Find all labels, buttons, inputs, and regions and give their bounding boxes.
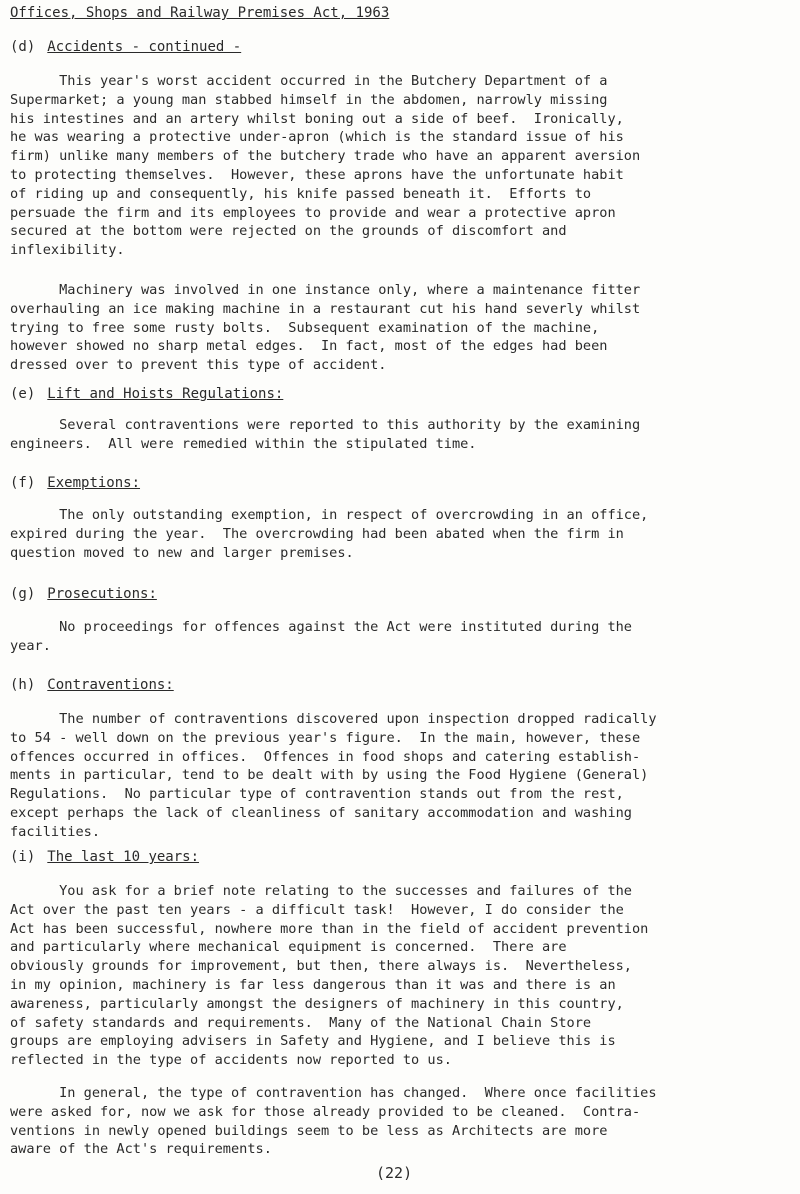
paragraph-in-general: In general, the type of contravention has changed. Where once facilities were asked for, now we ask for those already provided to be cleaned. Contra- ventions in newly opened buildings seem to be less as Architects are more aware of the Act's requirements. — [10, 1085, 657, 1158]
section-label: (h) — [10, 677, 36, 693]
paragraph-contraventions: The number of contraventions discovered upon inspection dropped radically to 54 - well down on the previous year's figure. In the main, however, these offences occurred in offices. Offences in food shops and catering establish- ments in particular, tend to be dealt with by using the Food Hygiene (General) Regulations. No particular type of contravention stands out from the rest, except perhaps the lack of cleanliness of sanitary accommodation and washing facilities. — [10, 711, 657, 840]
section-title: The last 10 years: — [47, 849, 200, 865]
section-label: (f) — [10, 475, 36, 491]
section-heading-d — [10, 38, 241, 57]
paragraph-accident-butchery: This year's worst accident occurred in the Butchery Department of a Supermarket; a young man stabbed himself in the abdomen, narrowly missing his intestines and an artery whilst boning out a side of beef. Ironically, he was wearing a protective under-apron (which is the standard issue of his firm) unlike many members of the butchery trade who have an apparent aversion to protecting themselves. However, these aprons have the unfortunate habit of riding up and consequently, his knife passed beneath it. Efforts to persuade the firm and its employees to provide and wear a protective apron secured at the bottom were rejected on the grounds of discomfort and inflexibility. — [10, 73, 641, 259]
page-number: (22) — [376, 1164, 413, 1182]
paragraph-last-ten-years: You ask for a brief note relating to the successes and failures of the Act over the past ten years - a difficult task! However, I do consider the Act has been successful, nowhere more than in the field of accident prevention and particularly where mechanical equipment is concerned. There are obviously grounds for improvement, but then, there always is. Nevertheless, in my opinion, machinery is far less dangerous than it was and there is an awareness, particularly amongst the designers of machinery in this country, of safety standards and requirements. Many of the National Chain Store groups are employing advisers in Safety and Hygiene, and I believe this is reflected in the type of accidents now reported to us. — [10, 883, 649, 1069]
paragraph-exemptions: The only outstanding exemption, in respect of overcrowding in an office, expired during the year. The overcrowding had been abated when the firm in question moved to new and larger premises. — [10, 507, 649, 561]
section-title: Contraventions: — [47, 677, 174, 693]
section-label: (i) — [10, 849, 36, 865]
section-heading-i — [10, 848, 199, 867]
section-title: Prosecutions: — [47, 586, 157, 602]
section-heading-e — [10, 385, 283, 404]
section-title: Accidents - continued - — [47, 39, 242, 55]
section-label: (e) — [10, 386, 36, 402]
paragraph-prosecutions: No proceedings for offences against the Act were instituted during the year. — [10, 619, 632, 654]
paragraph-accident-machinery: Machinery was involved in one instance only, where a maintenance fitter overhauling an ice making machine in a restaurant cut his hand severly whilst trying to free some rusty bolts. Subsequent examination of the machine, however showed no sharp metal edges. In fact, most of the edges had been dressed over to prevent this type of accident. — [10, 282, 641, 374]
section-heading-f — [10, 474, 140, 493]
section-label: (d) — [10, 39, 36, 55]
section-title: Lift and Hoists Regulations: — [47, 386, 284, 402]
section-title: Exemptions: — [47, 475, 141, 491]
section-heading-g — [10, 585, 157, 604]
paragraph-lifts: Several contraventions were reported to this authority by the examining engineers. All were remedied within the stipulated time. — [10, 417, 641, 452]
page-header: Offices, Shops and Railway Premises Act, 1963 — [10, 5, 390, 21]
section-heading-h — [10, 676, 174, 695]
section-label: (g) — [10, 586, 36, 602]
